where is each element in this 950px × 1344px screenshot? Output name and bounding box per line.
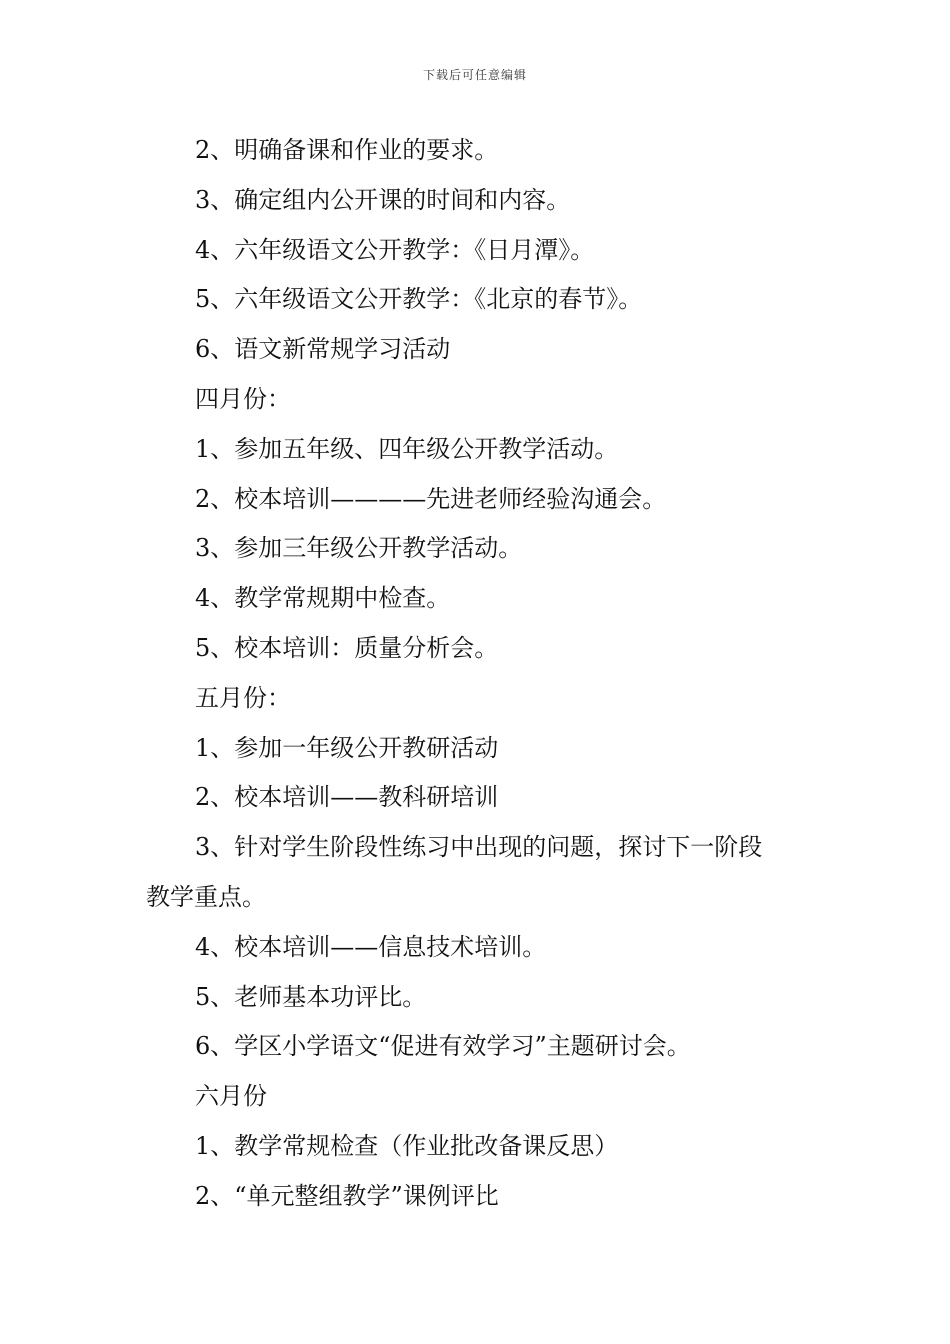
list-item: 3、参加三年级公开教学活动。 [195,534,523,563]
list-item: 5、老师基本功评比。 [195,982,427,1011]
list-item: 3、确定组内公开课的时间和内容。 [195,185,571,214]
list-item-continuation: 教学重点。 [146,882,266,911]
list-item: 5、六年级语文公开教学：《北京的春节》。 [195,285,643,314]
list-item: 1、参加一年级公开教研活动 [195,733,499,762]
list-item: 2、明确备课和作业的要求。 [195,136,499,164]
list-item: 1、教学常规检查（作业批改备课反思） [195,1131,619,1160]
list-item: 2、校本培训————先进老师经验沟通会。 [195,484,667,513]
section-heading: 四月份： [195,384,291,413]
list-item: 1、参加五年级、四年级公开教学活动。 [195,434,619,463]
list-item: 2、“单元整组教学”课例评比 [195,1181,499,1210]
list-item: 3、针对学生阶段性练习中出现的问题，探讨下一阶段 [195,833,763,862]
section-heading: 五月份： [195,683,291,712]
list-item: 6、学区小学语文“促进有效学习”主题研讨会。 [195,1032,691,1061]
section-heading: 六月份 [195,1082,267,1111]
list-item: 4、六年级语文公开教学：《日月潭》。 [195,235,595,264]
list-item: 6、语文新常规学习活动 [195,335,451,364]
page-header: 下载后可任意编辑 [422,68,527,82]
list-item: 4、校本培训——信息技术培训。 [195,932,547,961]
list-item: 2、校本培训——教科研培训 [195,783,499,812]
list-item: 5、校本培训：质量分析会。 [195,633,499,662]
document-body [146,126,826,1222]
list-item: 4、教学常规期中检查。 [195,584,451,613]
